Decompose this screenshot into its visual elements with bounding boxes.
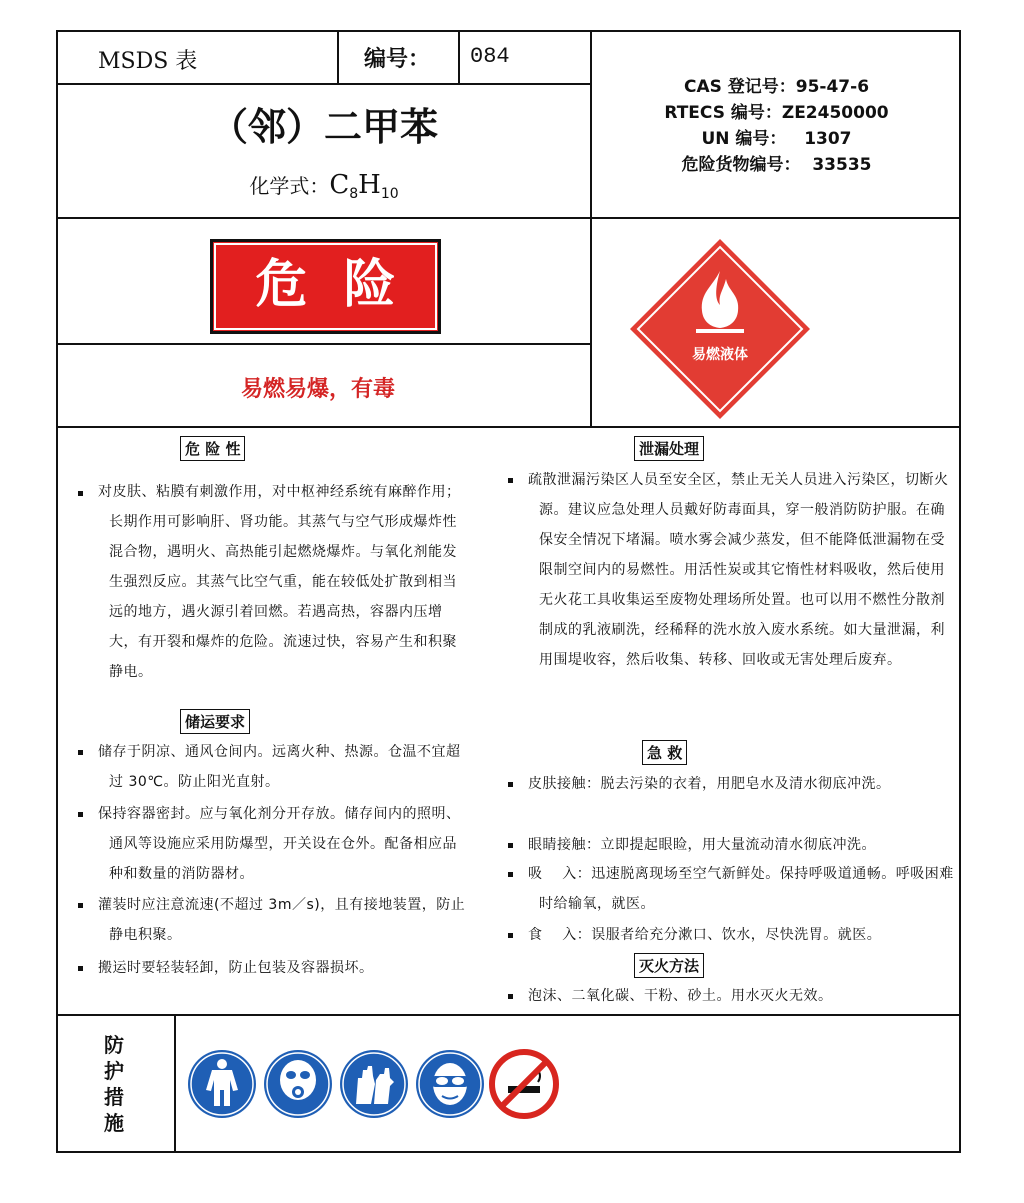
first-aid-ingestion: 食 入：误服者给充分漱口、饮水，尽快洗胃。就医。: [528, 927, 882, 943]
divider: [174, 1014, 176, 1153]
un-number: UN 编号： 1307: [701, 129, 852, 149]
formula-h: H: [358, 170, 381, 200]
protection-label: [94, 1032, 134, 1136]
bullet: [78, 812, 83, 817]
table-label: MSDS 表: [98, 49, 198, 74]
dangerous-goods-number: 危险货物编号： 33535: [681, 155, 872, 175]
bullet: [508, 478, 513, 483]
bullet: [508, 843, 513, 848]
protection-label-char: 施: [104, 1111, 124, 1135]
formula-c: C: [329, 170, 350, 200]
protection-label-char: 措: [104, 1085, 124, 1109]
bullet: [508, 782, 513, 787]
chemical-formula: [58, 170, 590, 202]
cas-number: CAS 登记号：95-47-6: [683, 77, 870, 97]
first-aid-eyes: 眼睛接触：立即提起眼睑，用大量流动清水彻底冲洗。: [528, 837, 876, 853]
protection-label-char: 护: [104, 1059, 124, 1083]
no-smoking-icon: [488, 1048, 560, 1120]
storage-item-2: 保持容器密封。应与氧化剂分开存放。储存间内的照明、通风等设施应采用防爆型，开关设在仓外。配备相应品种和数量的消防器材。: [98, 806, 461, 882]
first-aid-skin: 皮肤接触：脱去污染的衣着，用肥皂水及清水彻底冲洗。: [528, 776, 891, 792]
protective-suit-icon: [186, 1048, 258, 1120]
storage-item-3: 灌装时应注意流速(不超过 3m／s)，且有接地装置，防止静电积聚。: [98, 897, 466, 943]
flammable-liquid-pictogram: [626, 235, 814, 423]
formula-label: 化学式：: [249, 174, 330, 198]
protective-gloves-icon: [338, 1048, 410, 1120]
protection-label-char: 防: [104, 1033, 124, 1057]
divider: [58, 426, 961, 428]
number-label: 编号：: [364, 47, 431, 72]
number-value: 084: [470, 44, 510, 69]
fire-fighting-text: 泡沫、二氧化碳、干粉、砂土。用水灭火无效。: [528, 988, 833, 1004]
divider: [458, 32, 460, 85]
divider: [58, 1014, 961, 1016]
pictogram-label: 易燃液体: [692, 347, 748, 363]
rtecs-number: RTECS 编号：ZE2450000: [664, 103, 889, 123]
bullet: [78, 750, 83, 755]
bullet: [78, 966, 83, 971]
hazard-summary: 易燃易爆，有毒: [240, 377, 395, 402]
bullet: [508, 933, 513, 938]
section-title-hazard: 危 险 性: [180, 436, 245, 461]
divider: [58, 217, 961, 219]
divider: [337, 32, 339, 85]
leak-text: 疏散泄漏污染区人员至安全区，禁止无关人员进入污染区，切断火源。建议应急处理人员戴好防毒面具，穿一般消防防护服。在确保安全情况下堵漏。喷水雾会减少蒸发，但不能降低泄漏物在受限制空间内的易燃性。用活性炭或其它惰性材料吸收，然后使用无火花工具收集运至废物处理场所处置。也可以用不燃性分散剂制成的乳液刷洗，经稀释的洗水放入废水系统。如大量泄漏，利用围堤收容，然后收集、转移、回收或无害处理后废弃。: [528, 472, 949, 668]
section-title-leak: 泄漏处理: [634, 436, 704, 461]
signal-word: 危 险: [210, 239, 441, 334]
bullet: [78, 491, 83, 496]
identifiers-block: [592, 74, 961, 178]
gas-mask-icon: [262, 1048, 334, 1120]
divider: [58, 83, 592, 85]
hazard-text: 对皮肤、粘膜有刺激作用，对中枢神经系统有麻醉作用；长期作用可影响肝、肾功能。其蒸气与空气形成爆炸性混合物，遇明火、高热能引起燃烧爆炸。与氧化剂能发生强烈反应。其蒸气比空气重，能在较低处扩散到相当远的地方，遇火源引着回燃。若遇高热，容器内压增大，有开裂和爆炸的危险。流速过快，容易产生和积聚静电。: [98, 484, 461, 680]
bullet: [508, 872, 513, 877]
chemical-name: （邻）二甲苯: [209, 105, 438, 149]
msds-sheet: [56, 30, 961, 1153]
section-title-first-aid: 急 救: [642, 740, 687, 765]
first-aid-inhalation: 吸 入：迅速脱离现场至空气新鲜处。保持呼吸道通畅。呼吸困难时给输氧，就医。: [528, 866, 954, 912]
safety-goggles-icon: [414, 1048, 486, 1120]
divider: [58, 343, 592, 345]
bullet: [508, 994, 513, 999]
formula-c-sub: 8: [349, 186, 359, 202]
bullet: [78, 903, 83, 908]
section-title-storage: 储运要求: [180, 709, 250, 734]
storage-item-4: 搬运时要轻装轻卸，防止包装及容器损坏。: [98, 960, 374, 976]
storage-item-1: 储存于阴凉、通风仓间内。远离火种、热源。仓温不宜超过 30℃。防止阳光直射。: [98, 744, 461, 790]
formula-h-sub: 10: [380, 186, 399, 202]
section-title-fire: 灭火方法: [634, 953, 704, 978]
